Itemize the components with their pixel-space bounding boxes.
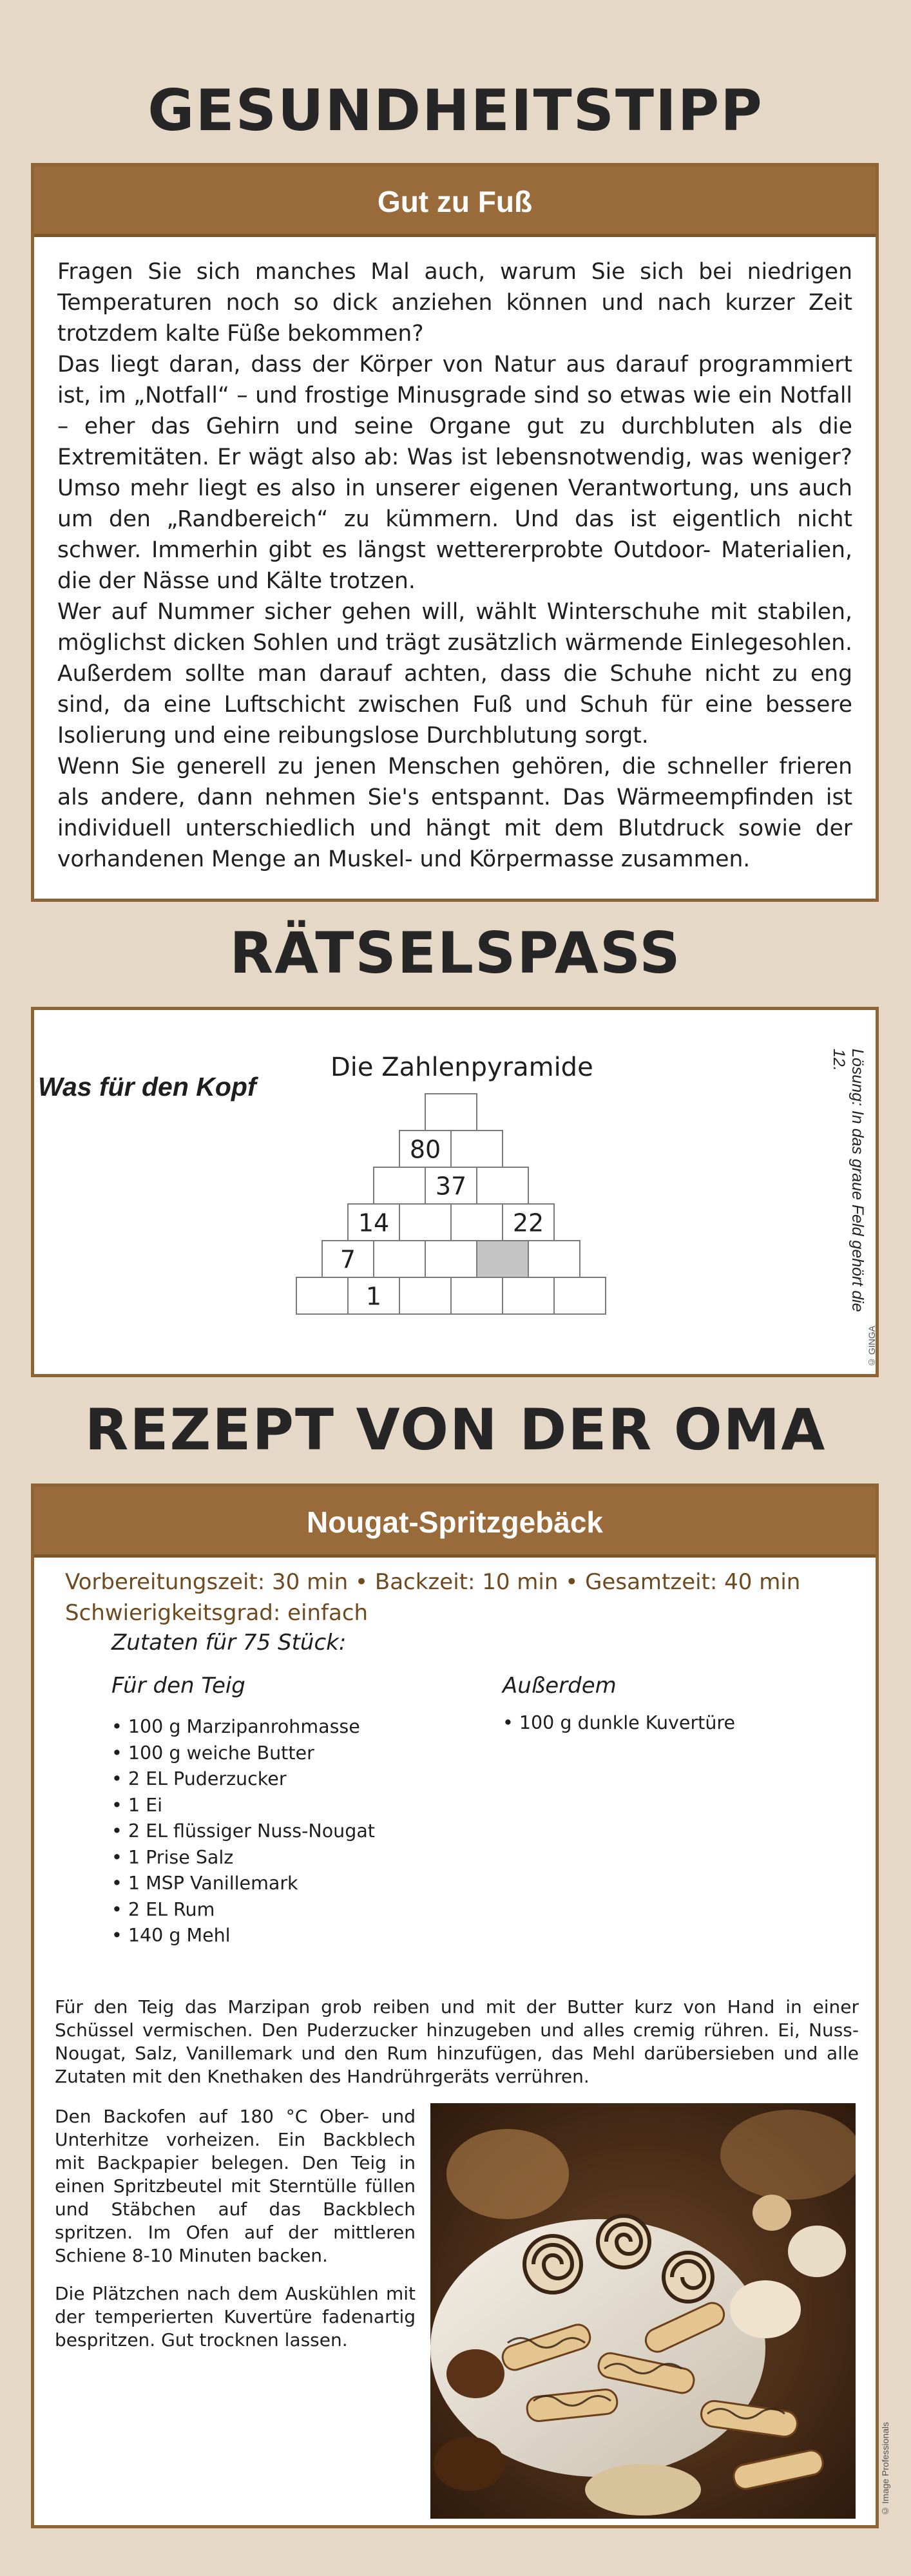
pyramid-cell-gray — [477, 1241, 528, 1277]
puzzle-box — [31, 1007, 879, 1377]
pyramid-cell — [374, 1241, 425, 1277]
pyramid-number: 7 — [340, 1245, 356, 1274]
health-paragraph: Fragen Sie sich manches Mal auch, warum Sie sich bei niedrigen Temperaturen noch so dick anziehen können und nach kurzer Zeit trotzdem kalte Füße bekommen? — [57, 259, 852, 347]
ingredient-item: • 2 EL flüssiger Nuss-Nougat — [111, 1818, 375, 1845]
puzzle-section-title: RÄTSELSPASS — [229, 920, 682, 986]
ingredient-item: • 1 MSP Vanillemark — [111, 1871, 375, 1897]
pyramid-number: 1 — [365, 1282, 382, 1311]
recipe-step-2: Den Backofen auf 180 °C Ober- und Unterhitze vorheizen. Ein Backblech mit Backpapier belegen. Den Teig in einen Spritzbeutel mit Sterntülle füllen und Stäbchen auf das Backblech spritzen. Im Ofen auf der mittleren Schiene 8-10 Minuten backen. — [55, 2106, 416, 2266]
recipe-step-1: Für den Teig das Marzipan grob reiben und mit der Butter kurz von Hand in einer Schüssel vermischen. Den Puderzucker hinzugeben und alles cremig rühren. Ei, Nuss-Nougat, Salz, Vanillemark und den Rum hinzufügen, das Mehl darübersieben und alle Zutaten mit den Knethaken des Handrührgeräts verrühren. — [55, 1996, 859, 2087]
ingredient-item: • 1 Prise Salz — [111, 1845, 375, 1871]
ingredient-item: • 100 g dunkle Kuvertüre — [503, 1710, 735, 1737]
recipe-header: Nougat-Spritzgebäck — [34, 1487, 876, 1558]
pyramid-cell — [399, 1204, 451, 1241]
ingredient-item: • 1 Ei — [111, 1793, 375, 1819]
recipe-box — [31, 1484, 879, 2528]
photo-credit: © Image Professionals — [880, 2422, 890, 2517]
health-header: Gut zu Fuß — [34, 166, 876, 237]
pyramid-cell — [477, 1167, 528, 1204]
health-section-title: GESUNDHEITSTIPP — [148, 77, 763, 144]
ingredient-item: • 2 EL Puderzucker — [111, 1766, 375, 1793]
number-pyramid — [295, 1092, 630, 1337]
pyramid-number: 37 — [435, 1172, 467, 1201]
puzzle-kopf-label: Was für den Kopf — [38, 1072, 256, 1102]
pyramid-cell — [528, 1241, 580, 1277]
ingredients-title: Zutaten für 75 Stück: — [111, 1630, 347, 1655]
pyramid-cell — [374, 1167, 425, 1204]
recipe-difficulty: Schwierigkeitsgrad: einfach — [65, 1600, 369, 1626]
health-paragraph: Wenn Sie generell zu jenen Menschen gehören, die schneller frieren als andere, dann nehmen Sie's entspannt. Das Wärmeempfinden ist individuell unterschiedlich und hängt mit dem Blutdruck sowie der vorhandenen Menge an Muskel- und Körpermasse zusammen. — [57, 754, 852, 872]
recipe-info — [65, 1567, 800, 1628]
ingredient-item: • 100 g Marzipanrohmasse — [111, 1714, 375, 1741]
pyramid-cell — [451, 1131, 503, 1167]
pyramid-cell — [399, 1277, 451, 1314]
pyramid-cell — [451, 1277, 503, 1314]
cookies-photo-illustration — [430, 2103, 856, 2519]
ingredient-item: • 2 EL Rum — [111, 1897, 375, 1923]
teig-heading: Für den Teig — [111, 1673, 245, 1699]
solution-note: Lösung: In das graue Feld gehört die 12. — [830, 1049, 867, 1312]
cookies-photo — [430, 2103, 856, 2519]
recipe-section-title: REZEPT VON DER OMA — [84, 1397, 827, 1463]
health-paragraph: Das liegt daran, dass der Körper von Natur aus darauf programmiert ist, im „Notfall“ – und frostige Minusgrade sind so etwas wie ein Notfall – eher das Gehirn und seine Organe gut zu durchbluten als die Extremitäten. Er wägt also ab: Was ist lebensnotwendig, was weniger? Umso mehr liegt es also in unserer eigenen Verantwortung, uns auch um den „Randbereich“ zu kümmern. Und das ist eigentlich nicht schwer. Immerhin gibt es längst wettererprobte Outdoor- Materialien, die der Nässe und Kälte trotzen. — [57, 352, 852, 594]
pyramid-cell — [425, 1094, 477, 1131]
ausserdem-list — [503, 1710, 735, 1737]
health-box — [31, 163, 879, 902]
pyramid-number: 14 — [358, 1208, 390, 1237]
puzzle-copyright: © GINGA — [867, 1326, 877, 1368]
recipe-step-3: Die Plätzchen nach dem Auskühlen mit der temperierten Kuvertüre fadenartig bespritzen. Gut trocknen lassen. — [55, 2283, 416, 2351]
pyramid-number: 80 — [409, 1135, 441, 1164]
health-body — [34, 237, 876, 875]
pyramid-cell — [296, 1277, 348, 1314]
recipe-times: Vorbereitungszeit: 30 min • Backzeit: 10 min • Gesamtzeit: 40 min — [65, 1569, 801, 1595]
pyramid-cell — [451, 1204, 503, 1241]
pyramid-number: 22 — [512, 1208, 544, 1237]
pyramid-title: Die Zahlenpyramide — [331, 1053, 593, 1082]
ausserdem-heading: Außerdem — [503, 1673, 617, 1699]
ingredient-item: • 100 g weiche Butter — [111, 1741, 375, 1767]
pyramid-cell — [554, 1277, 606, 1314]
health-paragraph: Wer auf Nummer sicher gehen will, wählt Winterschuhe mit stabilen, möglichst dicken Sohlen und trägt zusätzlich wärmende Einlegesohlen. Außerdem sollte man darauf achten, dass die Schuhe nicht zu eng sind, da eine Luftschicht zwischen Fuß und Schuh für eine bessere Isolierung und eine reibungslose Durchblutung sorgt. — [57, 599, 852, 749]
pyramid-cell — [425, 1241, 477, 1277]
teig-list — [111, 1714, 375, 1949]
ingredient-item: • 140 g Mehl — [111, 1923, 375, 1949]
pyramid-cell — [503, 1277, 554, 1314]
